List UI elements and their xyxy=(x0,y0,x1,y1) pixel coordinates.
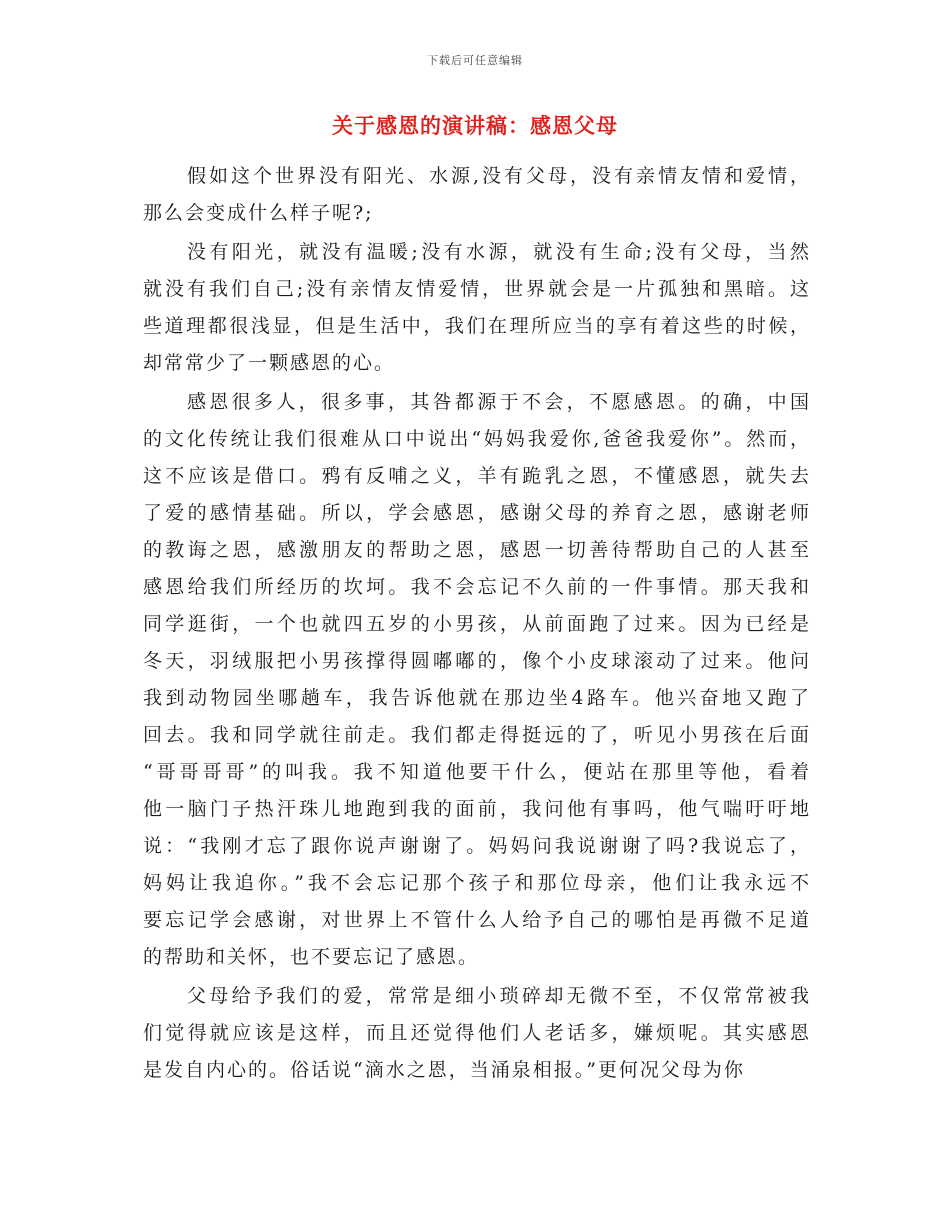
document-title: 关于感恩的演讲稿：感恩父母 xyxy=(332,114,618,138)
paragraph-line: 却常常少了一颗感恩的心。 xyxy=(143,352,396,374)
paragraph-line: 同学逛街，一个也就四五岁的小男孩，从前面跑了过来。因为已经是 xyxy=(143,613,811,635)
paragraph-line: 就没有我们自己;没有亲情友情爱情，世界就会是一片孤独和黑暗。这 xyxy=(143,278,811,300)
paragraph-line: 了爱的感情基础。所以，学会感恩，感谢父母的养育之恩，感谢老师 xyxy=(143,502,811,524)
paragraph-line: 他一脑门子热汗珠儿地跑到我的面前，我问他有事吗，他气喘吁吁地 xyxy=(143,798,811,820)
paragraph-line: 妈妈让我追你。”我不会忘记那个孩子和那位母亲，他们让我永远不 xyxy=(143,872,811,894)
paragraph-line: 们觉得就应该是这样，而且还觉得他们人老话多，嫌烦呢。其实感恩 xyxy=(143,1022,811,1044)
paragraph-line: 父母给予我们的爱，常常是细小琐碎却无微不至，不仅常常被我 xyxy=(187,985,811,1007)
paragraph-line: 说：“我刚才忘了跟你说声谢谢了。妈妈问我说谢谢了吗?我说忘了， xyxy=(143,835,811,857)
paragraph-line: 的帮助和关怀，也不要忘记了感恩。 xyxy=(143,946,480,968)
paragraph-line: 的教诲之恩，感激朋友的帮助之恩，感恩一切善待帮助自己的人甚至 xyxy=(143,539,811,561)
paragraph-line: “哥哥哥哥”的叫我。我不知道他要干什么，便站在那里等他，看着 xyxy=(143,761,811,783)
paragraph xyxy=(143,384,811,976)
document-body xyxy=(143,158,811,1091)
paragraph-line: 的文化传统让我们很难从口中说出“妈妈我爱你,爸爸我爱你”。然而， xyxy=(143,428,811,450)
paragraph-line: 冬天，羽绒服把小男孩撑得圆嘟嘟的，像个小皮球滚动了过来。他问 xyxy=(143,650,811,672)
paragraph-line: 没有阳光，就没有温暖;没有水源，就没有生命;没有父母，当然 xyxy=(187,241,811,263)
paragraph xyxy=(143,158,811,232)
paragraph-line: 这不应该是借口。鸦有反哺之义，羊有跪乳之恩，不懂感恩，就失去 xyxy=(143,465,811,487)
paragraph-line: 回去。我和同学就往前走。我们都走得挺远的了，听见小男孩在后面 xyxy=(143,724,811,746)
paragraph-line: 感恩很多人，很多事，其咎都源于不会，不愿感恩。的确，中国 xyxy=(187,391,811,413)
paragraph-line: 感恩给我们所经历的坎坷。我不会忘记不久前的一件事情。那天我和 xyxy=(143,576,811,598)
paragraph-line: 要忘记学会感谢，对世界上不管什么人给予自己的哪怕是再微不足道 xyxy=(143,909,811,931)
paragraph-line: 那么会变成什么样子呢?; xyxy=(143,202,374,224)
paragraph xyxy=(143,234,811,382)
paragraph-line: 我到动物园坐哪趟车，我告诉他就在那边坐4路车。他兴奋地又跑了 xyxy=(143,687,811,709)
paragraph-line: 假如这个世界没有阳光、水源,没有父母，没有亲情友情和爱情， xyxy=(187,165,811,187)
paragraph-line: 是发自内心的。俗话说“滴水之恩，当涌泉相报。”更何况父母为你 xyxy=(143,1059,745,1081)
paragraph xyxy=(143,978,811,1089)
header-note: 下载后可任意编辑 xyxy=(427,54,523,67)
paragraph-line: 些道理都很浅显，但是生活中，我们在理所应当的享有着这些的时候， xyxy=(143,315,811,337)
